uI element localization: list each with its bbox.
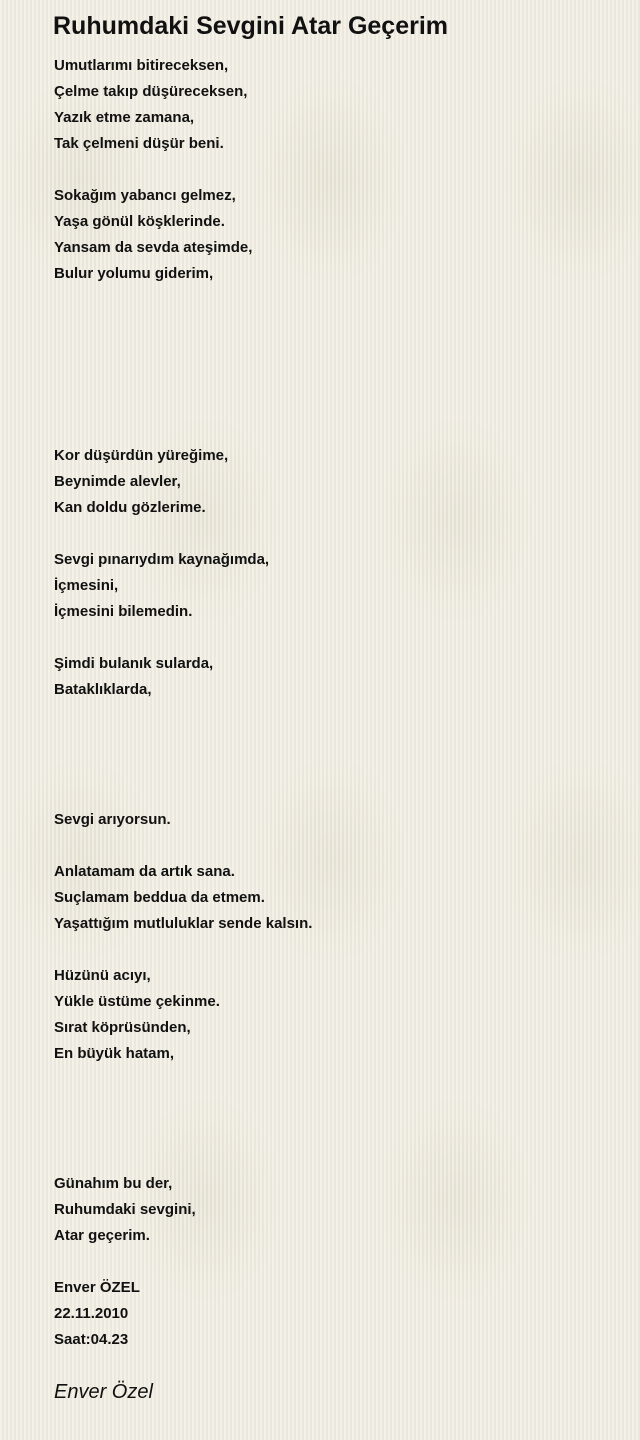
poem-line: İçmesini bilemedin.	[54, 603, 193, 620]
poem-line: Kan doldu gözlerime.	[54, 499, 206, 516]
stanza-gap	[54, 1093, 614, 1119]
poem-line: Sokağım yabancı gelmez,	[54, 187, 236, 204]
stanza-gap	[54, 339, 614, 365]
poem-line: 22.11.2010	[54, 1305, 129, 1322]
stanza-gap	[54, 1249, 614, 1275]
stanza-gap	[54, 1119, 614, 1145]
poem-line: Hüzünü acıyı,	[54, 967, 151, 984]
poem-title: Ruhumdaki Sevgini Atar Geçerim	[53, 12, 449, 40]
poem-line: Suçlamam beddua da etmem.	[54, 889, 265, 906]
stanza-gap	[54, 157, 614, 183]
stanza-gap	[54, 937, 614, 963]
stanza-gap	[54, 833, 614, 859]
poem-line: Yaşa gönül köşklerinde.	[54, 213, 225, 230]
stanza-gap	[54, 1145, 614, 1171]
stanza-gap	[54, 313, 614, 339]
poem-line: Bulur yolumu giderim,	[54, 265, 214, 282]
poem-line: Kor düşürdün yüreğime,	[54, 447, 229, 464]
poem-line: Bataklıklarda,	[54, 681, 152, 698]
stanza-gap	[54, 729, 614, 755]
poem-line: Yaşattığım mutluluklar sende kalsın.	[54, 915, 313, 932]
poem-line: Şimdi bulanık sularda,	[54, 655, 214, 672]
poem-line: Enver ÖZEL	[54, 1279, 140, 1296]
stanza-gap	[54, 365, 614, 391]
author-signature: Enver Özel	[54, 1381, 153, 1403]
poem-line: Günahım bu der,	[54, 1175, 173, 1192]
poem-line: Tak çelmeni düşür beni.	[54, 135, 224, 152]
poem-line: Sırat köprüsünden,	[54, 1019, 191, 1036]
poem-line: Beynimde alevler,	[54, 473, 181, 490]
stanza-gap	[54, 391, 614, 417]
poem-line: Ruhumdaki sevgini,	[54, 1201, 196, 1218]
stanza-gap	[54, 1067, 614, 1093]
poem-line: Yükle üstüme çekinme.	[54, 993, 220, 1010]
stanza-gap	[54, 417, 614, 443]
stanza-gap	[54, 521, 614, 547]
poem-line: Yansam da sevda ateşimde,	[54, 239, 253, 256]
stanza-gap	[54, 287, 614, 313]
poem-line: Anlatamam da artık sana.	[54, 863, 235, 880]
poem-line: Yazık etme zamana,	[54, 109, 195, 126]
poem-line: Saat:04.23	[54, 1331, 129, 1348]
poem-body	[54, 53, 614, 1353]
stanza-gap	[54, 703, 614, 729]
poem-line: Umutlarımı bitireceksen,	[54, 57, 229, 74]
poem-line: Sevgi pınarıydım kaynağımda,	[54, 551, 270, 568]
poem-line: Atar geçerim.	[54, 1227, 150, 1244]
poem-line: Sevgi arıyorsun.	[54, 811, 171, 828]
stanza-gap	[54, 781, 614, 807]
poem-line: En büyük hatam,	[54, 1045, 175, 1062]
stanza-gap	[54, 625, 614, 651]
stanza-gap	[54, 755, 614, 781]
poem-line: İçmesini,	[54, 577, 119, 594]
poem-line: Çelme takıp düşüreceksen,	[54, 83, 248, 100]
